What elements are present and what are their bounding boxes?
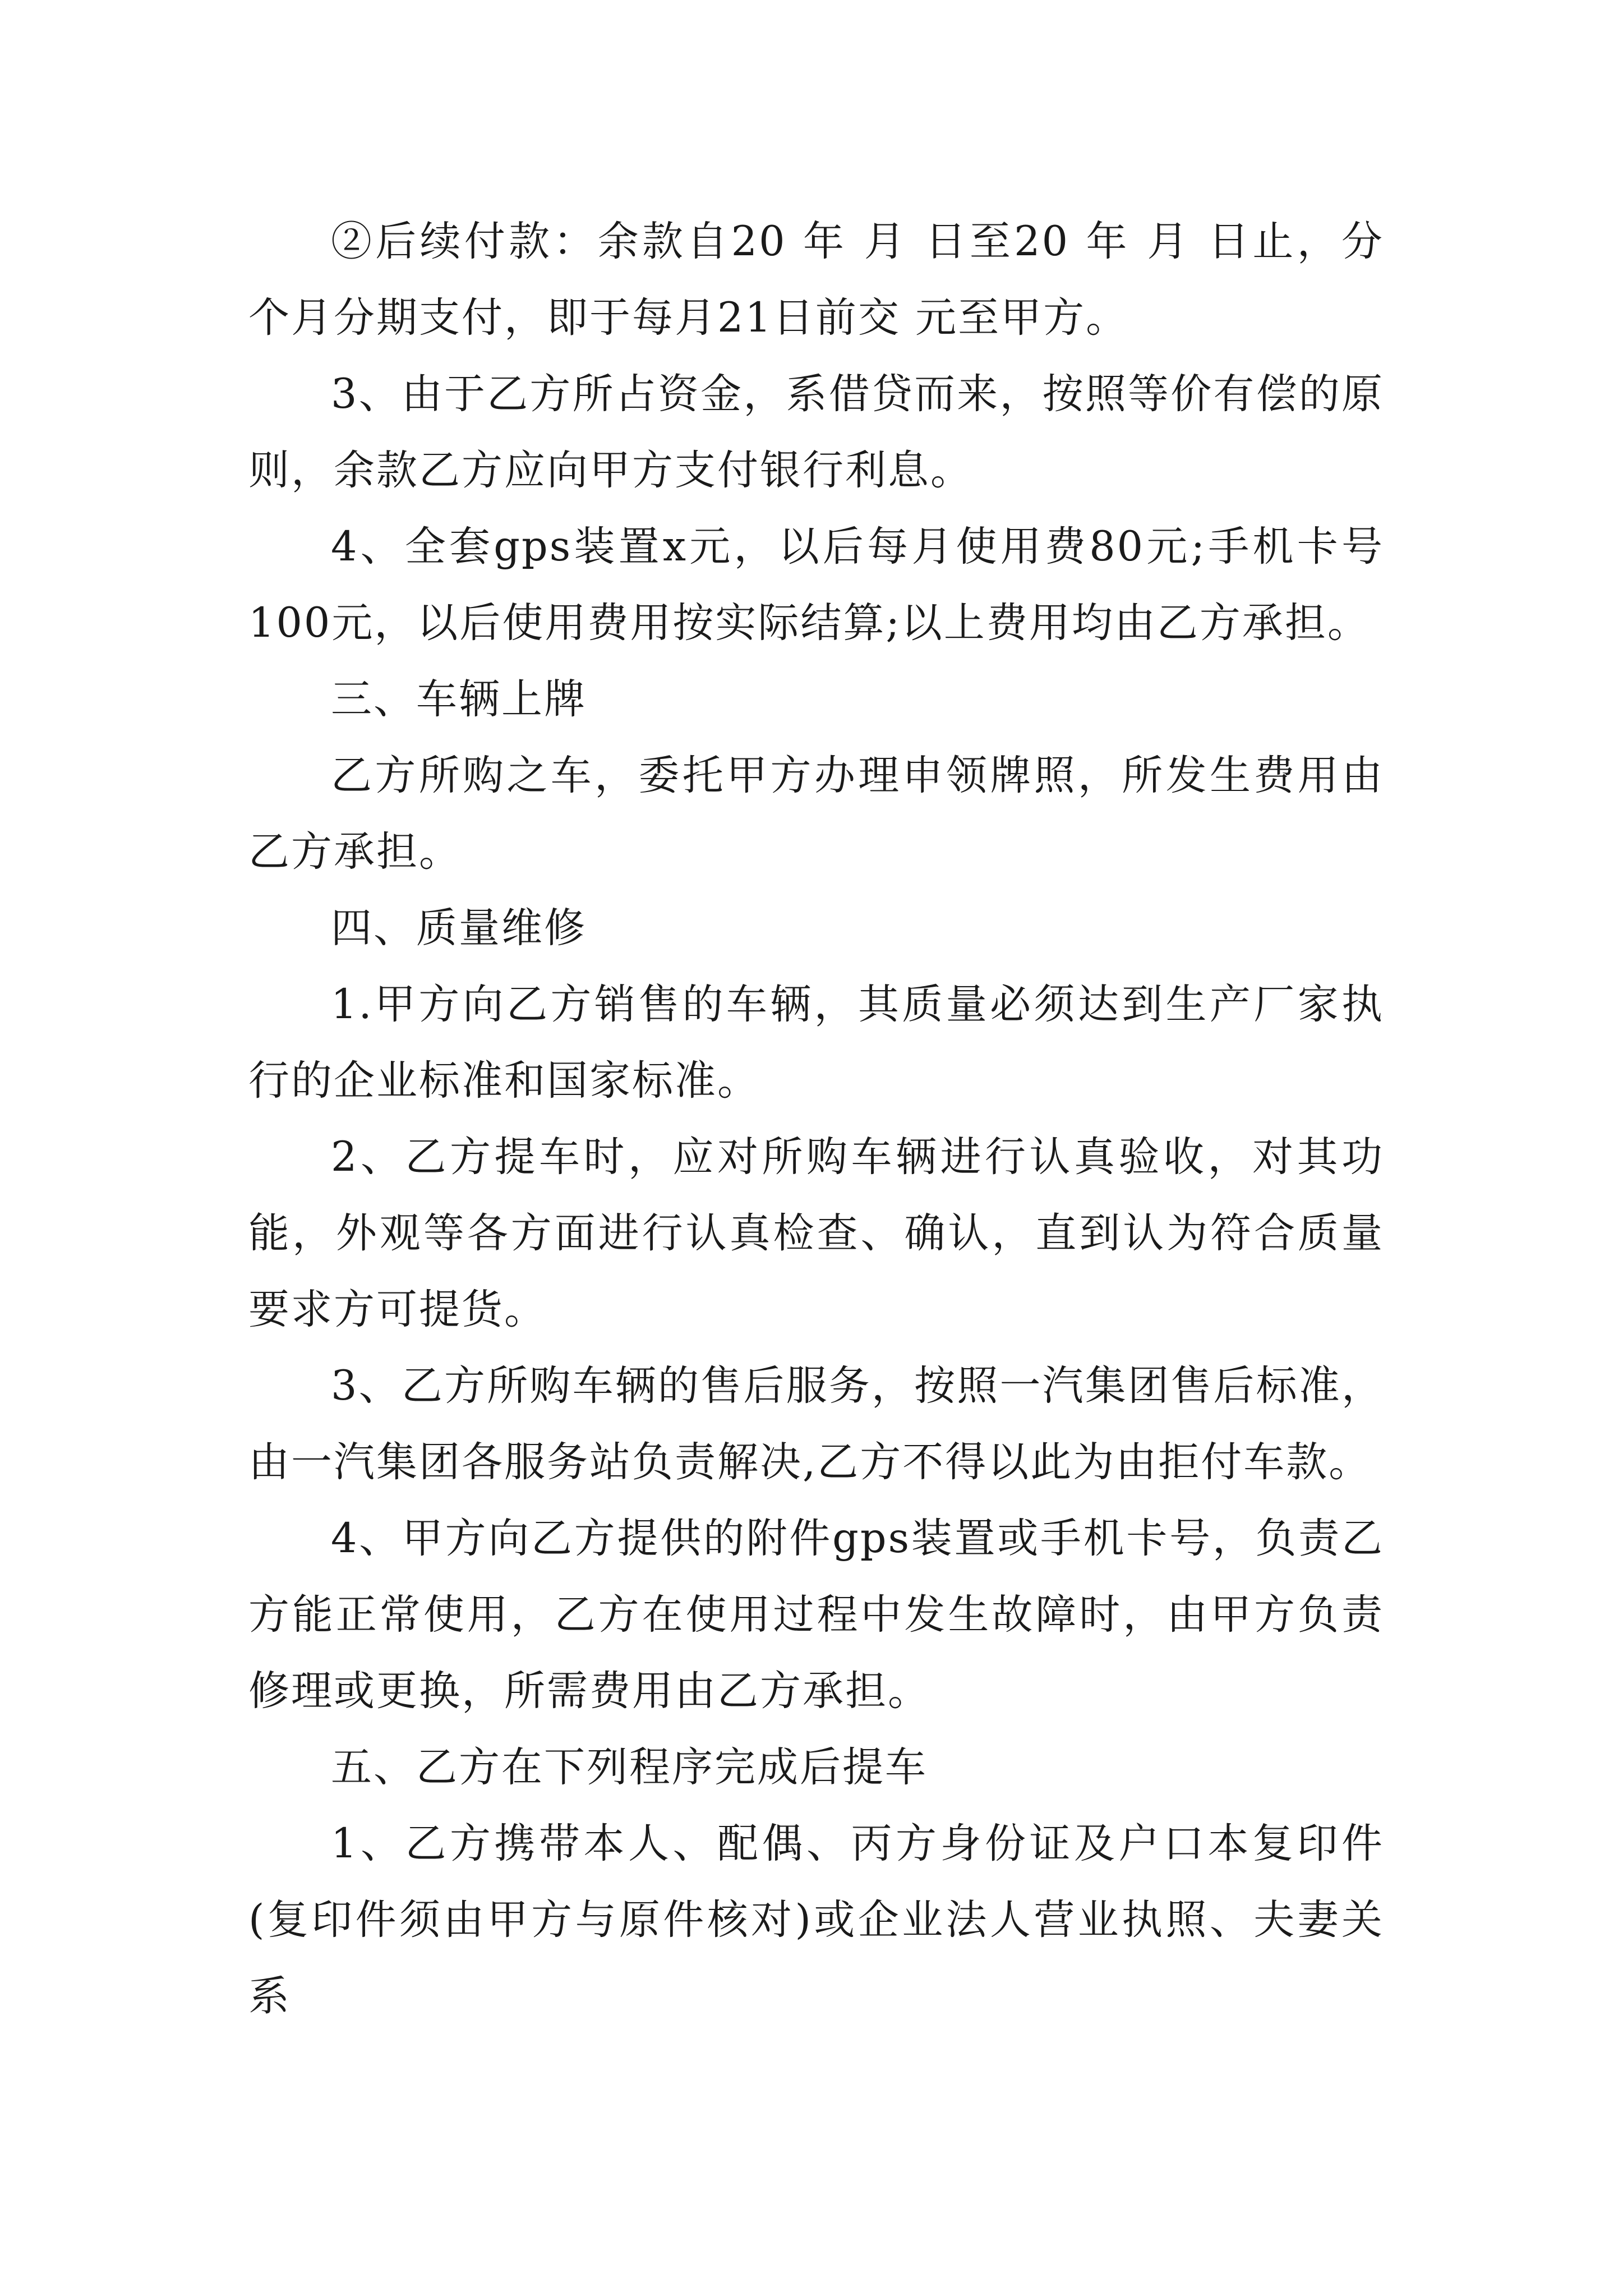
paragraph-quality-clause-4: 4、甲方向乙方提供的附件gps装置或手机卡号，负责乙方能正常使用，乙方在使用过程中发生故障时，由甲方负责修理或更换，所需费用由乙方承担。 [248, 1515, 1384, 1715]
paragraph-registration-terms: 乙方所购之车，委托甲方办理申领牌照，所发生费用由乙方承担。 [248, 752, 1384, 876]
section-heading-quality-repair: 四、质量维修 [331, 904, 587, 952]
paragraph-quality-clause-3: 3、乙方所购车辆的售后服务，按照一汽集团售后标准，由一汽集团各服务站负责解决,乙方不得以此为由拒付车款。 [248, 1362, 1384, 1486]
paragraph-clause-4-gps-fees: 4、全套gps装置x元，以后每月使用费80元;手机卡号100元，以后使用费用按实际结算;以上费用均由乙方承担。 [248, 523, 1384, 647]
paragraph-clause-3-interest: 3、由于乙方所占资金，系借贷而来，按照等价有偿的原则，余款乙方应向甲方支付银行利息。 [248, 370, 1384, 494]
document-body [248, 204, 1384, 2035]
section-heading-vehicle-registration: 三、车辆上牌 [331, 675, 587, 723]
paragraph-pickup-clause-1: 1、乙方携带本人、配偶、丙方身份证及户口本复印件(复印件须由甲方与原件核对)或企业法人营业执照、夫妻关系 [248, 1820, 1384, 2020]
paragraph-quality-clause-2: 2、乙方提车时，应对所购车辆进行认真验收，对其功能，外观等各方面进行认真检查、确认，直到认为符合质量要求方可提货。 [248, 1133, 1384, 1333]
paragraph-quality-clause-1: 1.甲方向乙方销售的车辆，其质量必须达到生产厂家执行的企业标准和国家标准。 [248, 981, 1384, 1105]
section-heading-pickup-procedure: 五、乙方在下列程序完成后提车 [331, 1743, 928, 1791]
paragraph-subsequent-payment: ②后续付款：余款自20 年 月 日至20 年 月 日止，分 个月分期支付，即于每月21日前交 元至甲方。 [248, 218, 1384, 342]
